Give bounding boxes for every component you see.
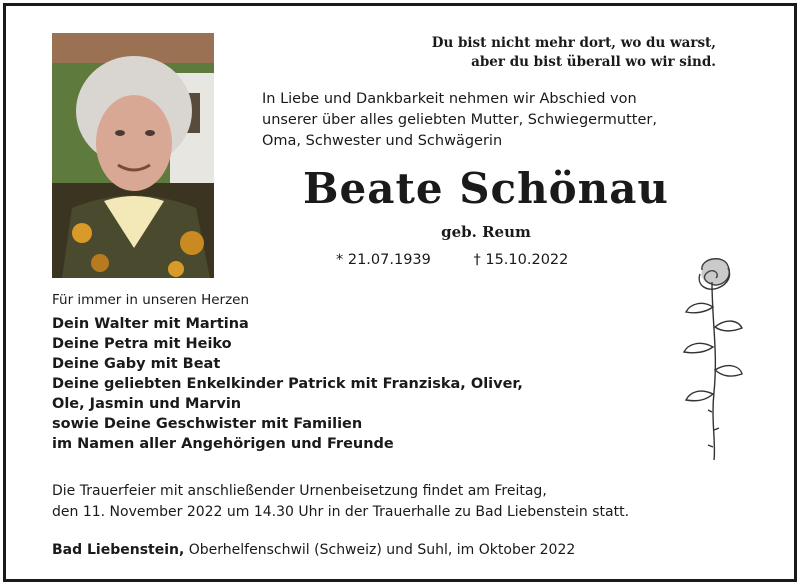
intro-line-2: unserer über alles geliebten Mutter, Schwiegermutter, [262,112,657,128]
mourners-list [52,314,652,454]
rose-icon [678,252,750,464]
funeral-line-1: Die Trauerfeier mit anschließender Urnenbeisetzung findet am Freitag, [52,483,547,499]
forever-line: Für immer in unseren Herzen [52,292,250,308]
funeral-info [52,481,772,523]
mourner-line: im Namen aller Angehörigen und Freunde [52,436,394,452]
mourner-line: sowie Deine Geschwister mit Familien [52,416,363,432]
quote [426,34,716,72]
mourner-line: Deine geliebten Enkelkinder Patrick mit Franziska, Oliver, [52,376,523,392]
place-city: Bad Liebenstein, [52,542,185,558]
birth-date: * 21.07.1939 [336,252,431,268]
intro-text [262,89,722,152]
death-date: † 15.10.2022 [473,252,569,268]
mourner-line: Deine Gaby mit Beat [52,356,221,372]
place-rest: Oberhelfenschwil (Schweiz) und Suhl, im Oktober 2022 [184,542,576,558]
funeral-line-2: den 11. November 2022 um 14.30 Uhr in der Trauerhalle zu Bad Liebenstein statt. [52,504,630,520]
intro-line-1: In Liebe und Dankbarkeit nehmen wir Abschied von [262,91,637,107]
life-dates [336,252,568,268]
obituary-card [3,3,797,582]
quote-line-1: Du bist nicht mehr dort, wo du warst, [431,35,716,51]
intro-line-3: Oma, Schwester und Schwägerin [262,133,503,149]
mourner-line: Dein Walter mit Martina [52,316,249,332]
portrait-photo [52,33,214,278]
quote-line-2: aber du bist überall wo wir sind. [471,54,716,70]
deceased-name: Beate Schönau [303,164,669,213]
birth-name: geb. Reum [441,223,531,241]
place-date-line [52,542,772,558]
mourner-line: Ole, Jasmin und Marvin [52,396,242,412]
mourner-line: Deine Petra mit Heiko [52,336,232,352]
